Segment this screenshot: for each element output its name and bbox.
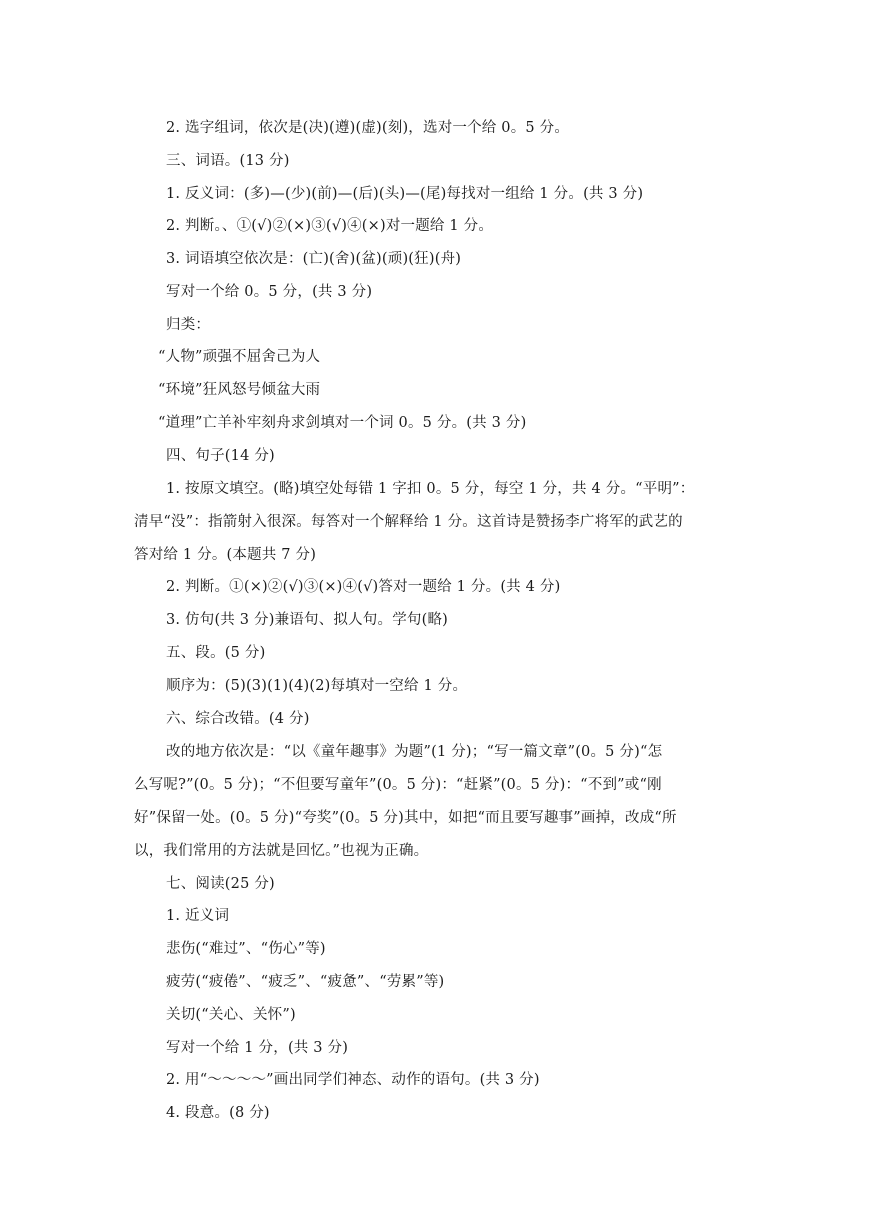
text-line: “人物”顽强不屈舍己为人: [158, 349, 321, 365]
text-line: 2. 选字组词，依次是(决)(遵)(虚)(刻)，选对一个给 0。5 分。: [166, 120, 570, 136]
text-line: 关切(“关心、关怀”): [166, 1007, 296, 1023]
section-heading: 六、综合改错。(4 分): [166, 711, 310, 727]
text-line: 4. 段意。(8 分): [166, 1105, 270, 1121]
text-line: 写对一个给 0。5 分，(共 3 分): [166, 284, 373, 300]
section-heading: 四、句子(14 分): [166, 448, 275, 464]
text-line: 疲劳(“疲倦”、“疲乏”、“疲惫”、“劳累”等): [166, 974, 445, 990]
section-heading: 七、阅读(25 分): [166, 876, 275, 892]
text-line: 么写呢?”(0。5 分)；“不但要写童年”(0。5 分)：“赶紧”(0。5 分)：“不到”或“刚: [134, 777, 662, 793]
text-line: 2. 判断。①(×)②(√)③(×)④(√)答对一题给 1 分。(共 4 分): [166, 579, 561, 595]
text-line: 1. 反义词：(多)—(少)(前)—(后)(头)—(尾)每找对一组给 1 分。(共 3 分): [166, 186, 644, 202]
text-line: 2. 判断。、①(√)②(×)③(√)④(×)对一题给 1 分。: [166, 218, 494, 234]
text-line: “环境”狂风怒号倾盆大雨: [158, 382, 321, 398]
text-line: 归类：: [166, 317, 211, 333]
text-line: 以，我们常用的方法就是回忆。”也视为正确。: [134, 843, 429, 859]
text-line: 答对给 1 分。(本题共 7 分): [134, 547, 317, 563]
text-line: 悲伤(“难过”、“伤心”等): [166, 941, 326, 957]
text-line: 改的地方依次是：“以《童年趣事》为题”(1 分)；“写一篇文章”(0。5 分)“怎: [166, 744, 663, 760]
section-heading: 三、词语。(13 分): [166, 153, 290, 169]
text-line: 3. 仿句(共 3 分)兼语句、拟人句。学句(略): [166, 612, 449, 628]
text-line: 3. 词语填空依次是：(亡)(舍)(盆)(顽)(狂)(舟): [166, 251, 462, 267]
text-line: 好”保留一处。(0。5 分)“夸奖”(0。5 分)其中，如把“而且要写趣事”画掉，改成“所: [134, 810, 677, 826]
text-line: “道理”亡羊补牢刻舟求剑填对一个词 0。5 分。(共 3 分): [158, 415, 527, 431]
text-line: 清早“没”：指箭射入很深。每答对一个解释给 1 分。这首诗是赞扬李广将军的武艺的: [134, 514, 683, 530]
text-line: 2. 用“～～～～”画出同学们神态、动作的语句。(共 3 分): [166, 1072, 540, 1088]
section-heading: 五、段。(5 分): [166, 645, 266, 661]
text-line: 写对一个给 1 分，(共 3 分): [166, 1040, 349, 1056]
text-line: 1. 近义词: [166, 908, 230, 924]
text-line: 1. 按原文填空。(略)填空处每错 1 字扣 0。5 分，每空 1 分，共 4 分。“平明”：: [166, 481, 695, 497]
text-line: 顺序为：(5)(3)(1)(4)(2)每填对一空给 1 分。: [166, 678, 468, 694]
